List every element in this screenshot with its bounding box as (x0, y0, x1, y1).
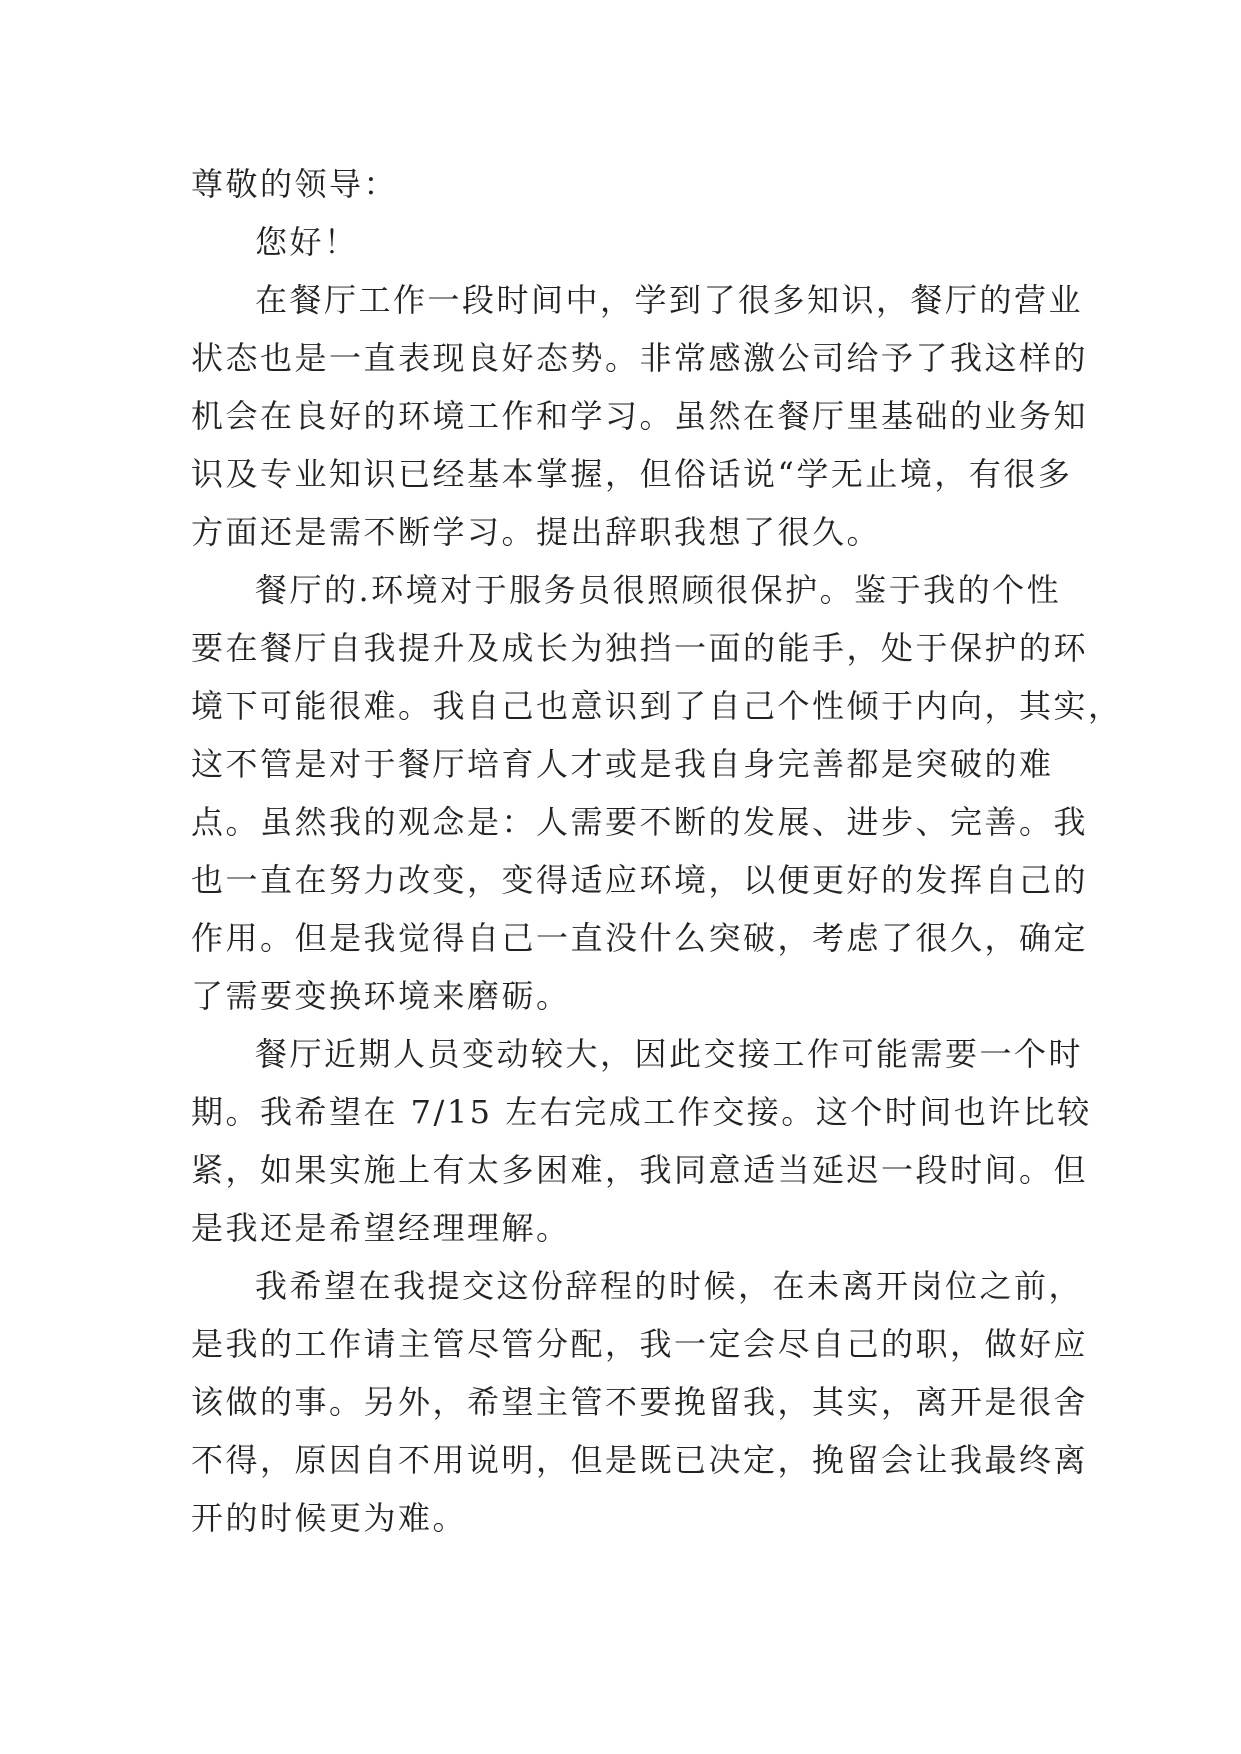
paragraph-line: 境下可能很难。我自己也意识到了自己个性倾于内向，其实， (191, 687, 1123, 725)
paragraph-2 (191, 561, 1123, 1025)
paragraph-line: 期。我希望在 7/15 左右完成工作交接。这个时间也许比较 (191, 1093, 1092, 1131)
paragraph-line: 该做的事。另外，希望主管不要挽留我，其实，离开是很舍 (191, 1383, 1089, 1421)
paragraph-4 (191, 1257, 1089, 1547)
paragraph-line: 状态也是一直表现良好态势。非常感激公司给予了我这样的 (191, 339, 1089, 377)
paragraph-line: 也一直在努力改变，变得适应环境，以便更好的发挥自己的 (191, 861, 1089, 899)
paragraph-line: 不得，原因自不用说明，但是既已决定，挽留会让我最终离 (191, 1441, 1089, 1479)
paragraph-line: 开的时候更为难。 (191, 1499, 468, 1537)
paragraph-line: 是我的工作请主管尽管分配，我一定会尽自己的职，做好应 (191, 1325, 1089, 1363)
resignation-letter (191, 155, 1123, 1547)
paragraph-line: 我希望在我提交这份辞程的时候，在未离开岗位之前， (255, 1267, 1084, 1305)
paragraph-line: 餐厅的.环境对于服务员很照顾很保护。鉴于我的个性 (255, 571, 1062, 609)
paragraph-line: 这不管是对于餐厅培育人才或是我自身完善都是突破的难 (191, 745, 1054, 783)
paragraph-line: 作用。但是我觉得自己一直没什么突破，考虑了很久，确定 (191, 919, 1089, 957)
paragraph-line: 机会在良好的环境工作和学习。虽然在餐厅里基础的业务知 (191, 397, 1089, 435)
paragraph-line: 是我还是希望经理理解。 (191, 1209, 571, 1247)
paragraph-3 (191, 1025, 1092, 1257)
paragraph-line: 了需要变换环境来磨砺。 (191, 977, 571, 1015)
salutation: 尊敬的领导： (191, 165, 399, 203)
paragraph-line: 点。虽然我的观念是：人需要不断的发展、进步、完善。我 (191, 803, 1089, 841)
paragraph-line: 餐厅近期人员变动较大，因此交接工作可能需要一个时 (255, 1035, 1084, 1073)
paragraph-line: 要在餐厅自我提升及成长为独挡一面的能手，处于保护的环 (191, 629, 1089, 667)
paragraph-line: 在餐厅工作一段时间中，学到了很多知识，餐厅的营业 (255, 281, 1084, 319)
paragraph-line: 紧，如果实施上有太多困难，我同意适当延迟一段时间。但 (191, 1151, 1089, 1189)
paragraph-line: 方面还是需不断学习。提出辞职我想了很久。 (191, 513, 882, 551)
greeting: 您好！ (255, 223, 359, 261)
paragraph-line: 识及专业知识已经基本掌握，但俗话说“学无止境，有很多 (191, 455, 1073, 493)
paragraph-1 (191, 271, 1089, 561)
